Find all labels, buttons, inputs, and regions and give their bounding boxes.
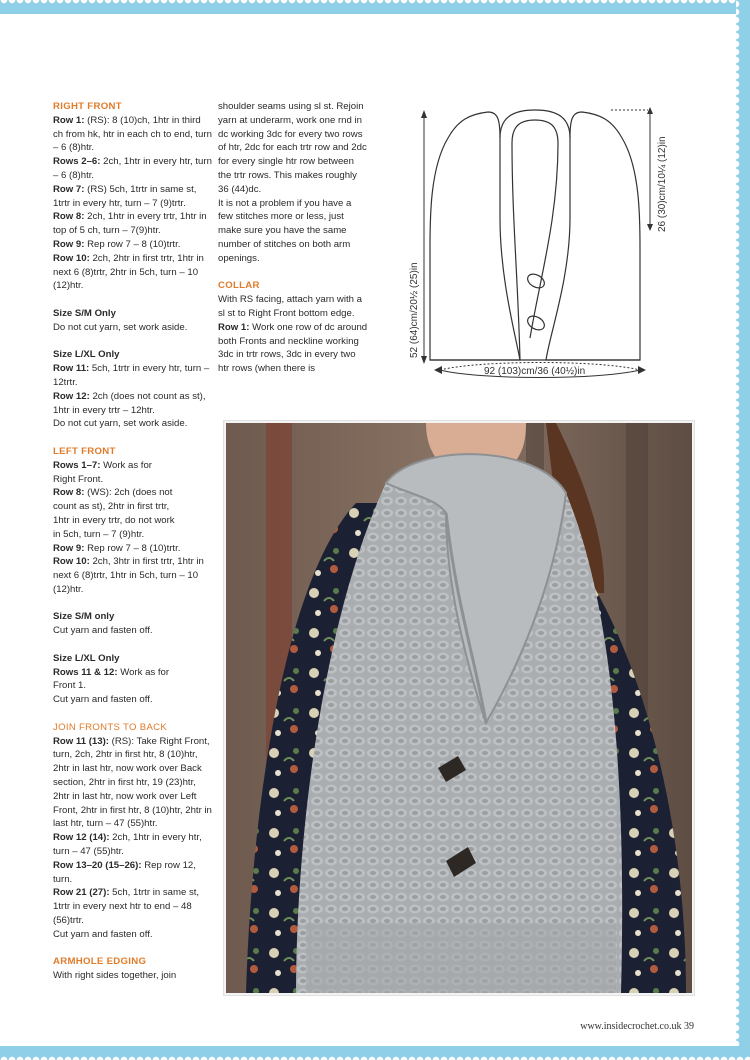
- instruction-text: Cut yarn and fasten off.: [53, 625, 153, 637]
- instruction-row: Row 9: Rep row 7 – 8 (10)trtr.: [53, 542, 181, 554]
- instruction-row: Row 1: (RS): 8 (10)ch, 1htr in third ch from hk, htr in each ch to end, turn – 6 (8)htr.: [53, 114, 212, 154]
- instruction-row: Row 8: (WS): 2ch (does not count as st), 2htr in first trtr, 1htr in every trtr, do not work in 5ch, turn – 7 (9)htr.: [53, 487, 175, 540]
- instruction-row: Row 10: 2ch, 2htr in first trtr, 1htr in next 6 (8)trtr, 2htr in 5ch, turn – 10 (12)htr.: [53, 252, 204, 292]
- photo-illustration: [226, 423, 692, 993]
- size-heading: Size L/XL Only: [53, 652, 120, 664]
- right-front-outline: [546, 112, 640, 360]
- section-heading-join: JOIN FRONTS TO BACK: [53, 721, 168, 733]
- website-url: www.insidecrochet.co.uk: [580, 1021, 682, 1032]
- schematic-drawing: [400, 98, 700, 388]
- decorative-border-right: [736, 0, 750, 1060]
- instruction-row: Row 10: 2ch, 3htr in first trtr, 1htr in next 6 (8)trtr, 1htr in 5ch, turn – 10 (12)htr.: [53, 556, 204, 595]
- instruction-text: shoulder seams using sl st. Rejoin yarn at underarm, work one rnd in dc working 3dc for every two rows of htr, 2dc for each trtr row and 2dc for every single htr row between the trtr rows. This makes roughly 36 (44)dc.: [218, 101, 367, 195]
- pattern-column-1: [53, 100, 213, 983]
- instruction-row: Row 21 (27): 5ch, 1trtr in same st, 1trtr in every next htr to end – 48 (56)trtr.: [53, 887, 200, 927]
- instruction-text: With right sides together, join: [53, 970, 177, 982]
- instruction-row: Row 8: 2ch, 1htr in every trtr, 1htr in top of 5 ch, turn – 7(9)htr.: [53, 211, 207, 237]
- instruction-row: Row 9: Rep row 7 – 8 (10)trtr.: [53, 238, 181, 250]
- pattern-column-2: [218, 100, 368, 376]
- page-number: 39: [684, 1021, 694, 1032]
- button-icon: [525, 271, 547, 290]
- section-heading-collar: COLLAR: [218, 280, 260, 292]
- instruction-text: Cut yarn and fasten off.: [53, 694, 153, 706]
- section-heading-right-front: RIGHT FRONT: [53, 101, 122, 112]
- instruction-text: Do not cut yarn, set work aside.: [53, 321, 188, 333]
- instruction-row: Rows 11 & 12: Work as for Front 1.: [53, 666, 170, 692]
- instruction-row: Row 11: 5ch, 1trtr in every htr, turn – 12trtr.: [53, 363, 210, 388]
- instruction-row: Row 12: 2ch (does not count as st), 1htr in every trtr – 12htr.: [53, 390, 206, 416]
- height-label: 52 (64)cm/20½ (25)in: [409, 262, 420, 358]
- instruction-text: Cut yarn and fasten off.: [53, 928, 153, 940]
- instruction-row: Rows 2–6: 2ch, 1htr in every htr, turn – 6 (8)htr.: [53, 156, 212, 181]
- width-label: 92 (103)cm/36 (40½)in: [484, 366, 586, 377]
- armhole-label: 26 (30)cm/10¼ (12)in: [657, 136, 668, 232]
- instruction-row: Row 12 (14): 2ch, 1htr in every htr, turn – 47 (55)htr.: [53, 832, 202, 858]
- decorative-border-bottom: [0, 1046, 750, 1060]
- instruction-text: Do not cut yarn, set work aside.: [53, 418, 188, 430]
- section-heading-left-front: LEFT FRONT: [53, 445, 116, 457]
- page-footer: [580, 1021, 694, 1032]
- instruction-row: Row 13–20 (15–26): Rep row 12, turn.: [53, 859, 196, 885]
- instruction-row: Row 11 (13): (RS): Take Right Front, turn, 2ch, 2htr in first htr, 8 (10)htr, 2htr in last htr, now work over Back section, 2htr in first htr, 19 (23)htr, 2htr in last htr, now work over Left Front, 2htr in first htr, 8 (10)htr, 2htr in last htr, turn – 47 (55)htr.: [53, 735, 212, 830]
- size-heading: Size L/XL Only: [53, 349, 120, 361]
- instruction-row: Rows 1–7: Work as for Right Front.: [53, 459, 153, 485]
- section-heading-armhole: ARMHOLE EDGING: [53, 956, 147, 968]
- instruction-text: It is not a problem if you have a few stitches more or less, just make sure you have the same number of stitches on both arm openings.: [218, 197, 352, 264]
- vest-schematic: [400, 98, 700, 388]
- size-heading: Size S/M only: [53, 611, 115, 623]
- left-front-outline: [430, 112, 520, 360]
- instruction-row: Row 7: (RS) 5ch, 1trtr in same st, 1trtr in every htr, turn – 7 (9)trtr.: [53, 183, 197, 209]
- instruction-row: Row 1: Work one row of dc around both Fronts and neckline working 3dc in trtr rows, 3dc in every two htr rows (when there is: [218, 321, 368, 375]
- button-icon: [525, 313, 547, 332]
- decorative-border-top: [0, 0, 750, 14]
- vest-photo: [224, 421, 694, 995]
- size-heading: Size S/M Only: [53, 307, 116, 319]
- instruction-text: With RS facing, attach yarn with a sl st to Right Front bottom edge.: [218, 294, 362, 319]
